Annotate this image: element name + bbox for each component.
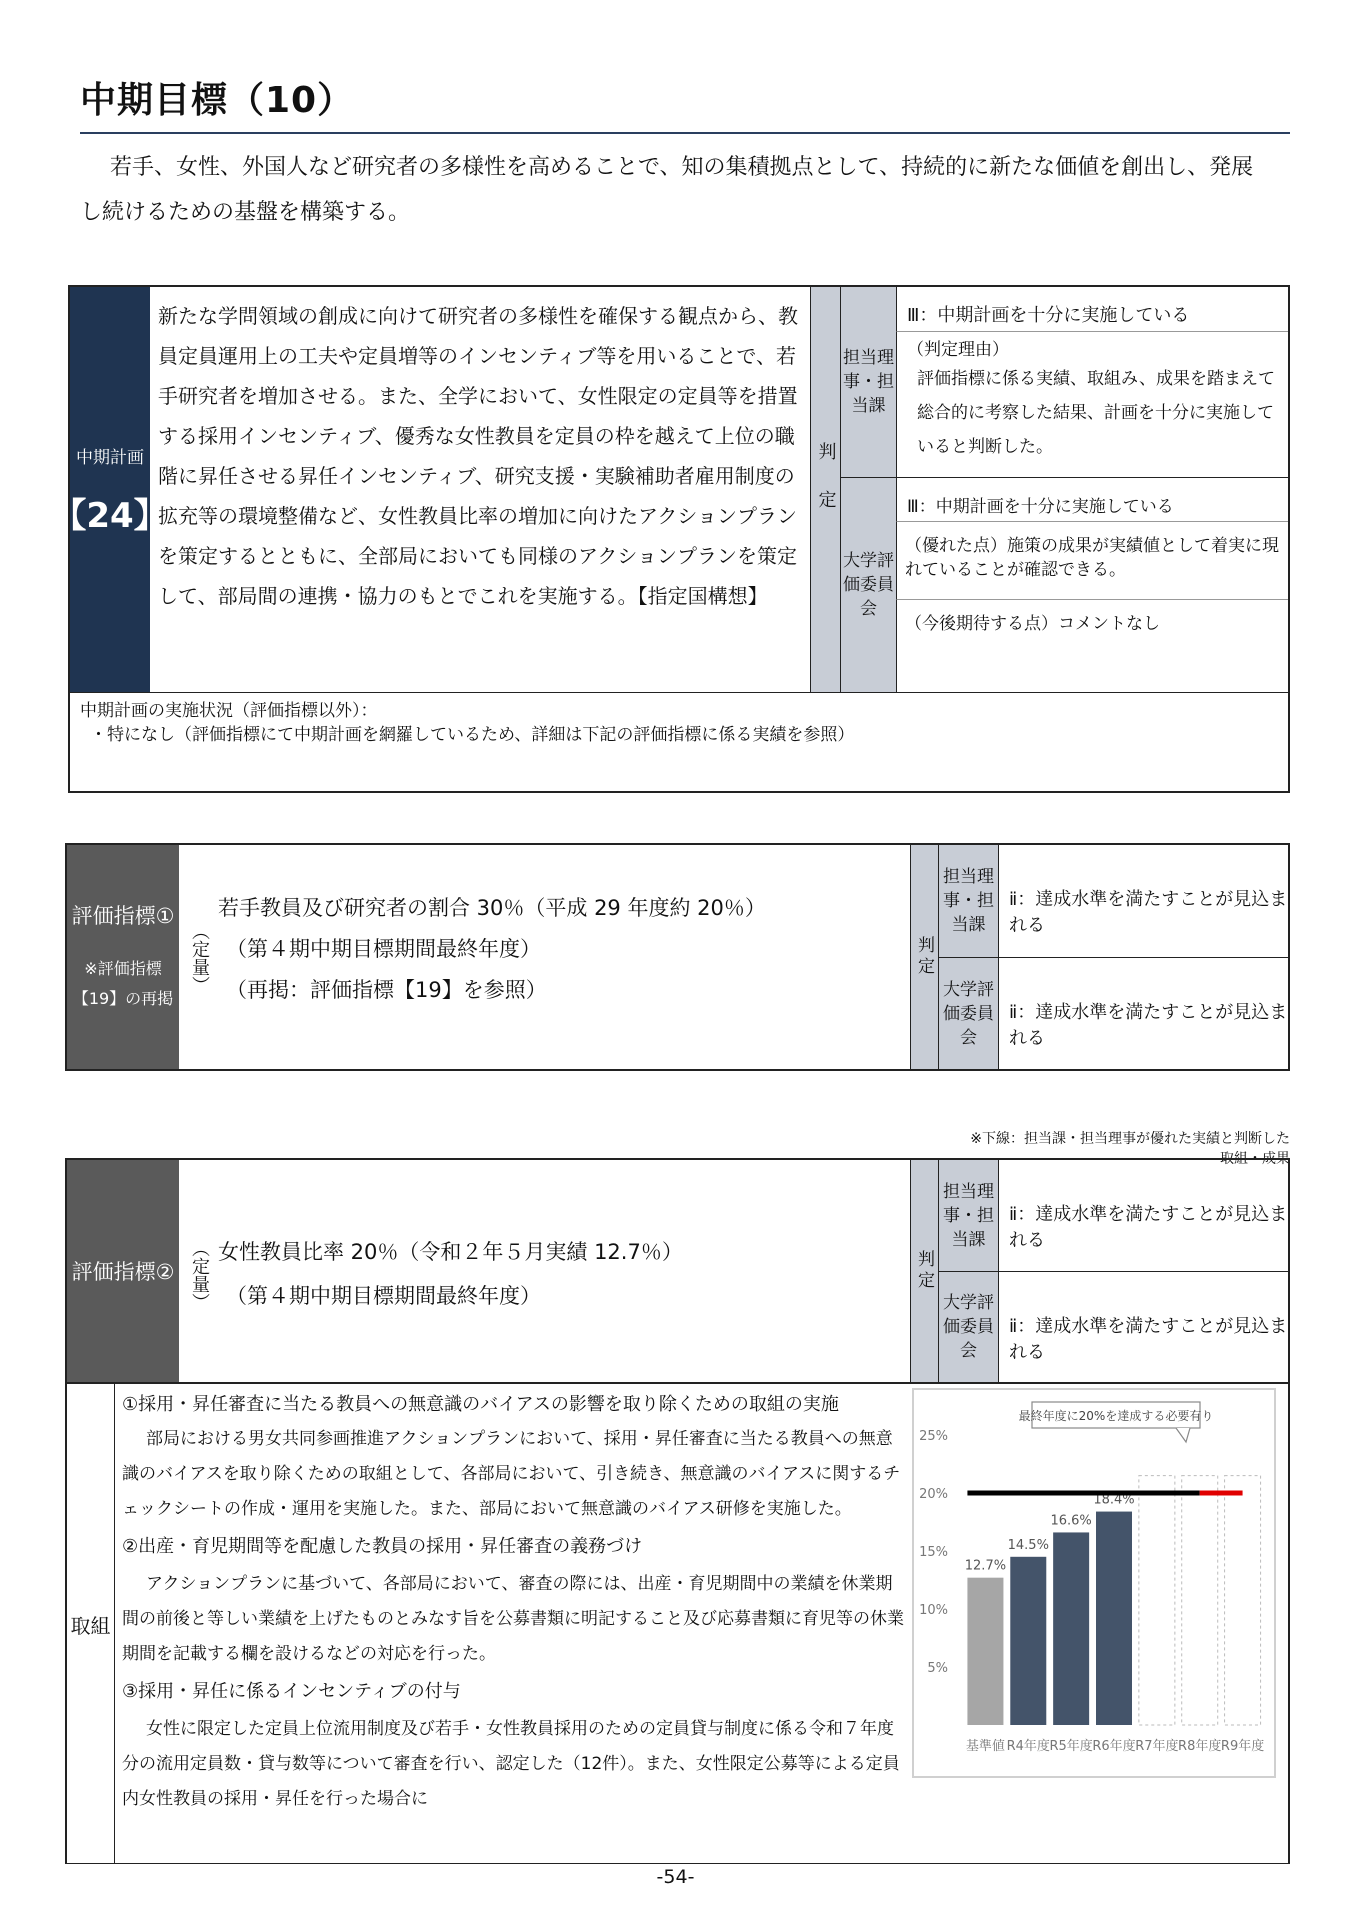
indicator2-label-cell [67, 1160, 179, 1382]
plan-label: 中期計画 [76, 447, 144, 468]
indicator2-type-cell [185, 1200, 213, 1350]
action3-text: 女性に限定した定員上位流用制度及び若手・女性教員採用のための定員貸与制度に係る令和７年度分の流用定員数・貸与数等について審査を行い、認定した（12件）。また、女性限定公募等による定員内女性教員の採用・昇任を行った場合に [122, 1719, 900, 1809]
indicator1-line3: （再掲：評価指標【19】を参照） [226, 978, 547, 1002]
data-label: 16.6% [1050, 1513, 1092, 1529]
indicator2-result1: ⅱ：達成水準を満たすことが見込まれる [998, 1160, 1288, 1271]
x-tick-label: R8年度 [1178, 1739, 1222, 1754]
action2-text: アクションプランに基づいて、各部局において、審査の際には、出産・育児期間中の業績を休業期間の前後と等しい業績を上げたものとみなす旨を公募書類に明記すること及び応募書類に育児等の休業期間を記載する欄を設けるなどの対応を行った。 [122, 1574, 904, 1664]
plan-status-text: ・特になし（評価指標にて中期計画を網羅しているため、詳細は下記の評価指標に係る実績を参照） [90, 725, 855, 745]
plan-text: 新たな学問領域の創成に向けて研究者の多様性を確保する観点から、教員定員運用上の工夫や定員増等のインセンティブ等を用いることで、若手研究者を増加させる。また、全学において、女性限定の定員等を措置する採用インセンティブ、優秀な女性教員を定員の枠を越えて上位の職階に昇任させる昇任インセンティブ、研究支援・実験補助者雇用制度の拡充等の環境整備など、女性教員比率の増加に向けたアクションプランを策定するとともに、全部局においても同様のアクションプランを策定して、部局間の連携・協力のもとでこれを実施する。【指定国構想】 [158, 304, 798, 608]
indicator2-type: （定量） [189, 1239, 210, 1311]
bar-2 [1053, 1532, 1089, 1725]
indicator1-note1: ※評価指標 [84, 959, 162, 978]
plan-role1: 担当理事・担当課 [843, 348, 894, 416]
x-tick-label: R6年度 [1092, 1739, 1136, 1754]
y-tick-label: 25% [919, 1429, 948, 1444]
y-tick-label: 5% [927, 1661, 948, 1676]
callout-text: 最終年度に20%を達成する必要有り [1018, 1409, 1214, 1423]
plan-role2: 大学評価委員会 [843, 551, 894, 619]
plan-role1-cell [840, 287, 896, 477]
indicator1-type-cell [185, 850, 213, 1065]
plan-future-point: （今後期待する点）コメントなし [896, 600, 1288, 692]
plan-status [70, 692, 1288, 791]
plan-role2-cell [840, 477, 896, 692]
callout-pointer [1176, 1428, 1190, 1442]
x-tick-label: R7年度 [1135, 1739, 1179, 1754]
data-label: 18.4% [1093, 1492, 1135, 1508]
plan-reason-label: （判定理由） [907, 340, 1009, 360]
x-tick-label: R5年度 [1049, 1739, 1093, 1754]
indicator2-role1: 担当理事・担当課 [938, 1160, 998, 1271]
chart-frame [912, 1388, 1276, 1778]
y-tick-label: 10% [919, 1603, 948, 1618]
data-label: 12.7% [964, 1558, 1007, 1574]
action1-text: 部局における男女共同参画推進アクションプランにおいて、採用・昇任審査に当たる教員への無意識のバイアスを取り除くための取組として、各部局において、引き続き、無意識のバイアスに関するチェックシートの作成・運用を実施した。また、部局において無意識のバイアス研修を実施した。 [122, 1429, 901, 1519]
future-bar-6 [1225, 1476, 1261, 1725]
plan-result1: Ⅲ：中期計画を十分に実施している [896, 287, 1288, 332]
x-tick-label: 基準値 [965, 1739, 1005, 1754]
indicator2-line2: （第４期中期目標期間最終年度） [226, 1284, 541, 1308]
indicator1-result2: ⅱ：達成水準を満たすことが見込まれる [998, 957, 1288, 1069]
plan-result2: Ⅲ：中期計画を十分に実施している [896, 477, 1288, 522]
data-label: 14.5% [1007, 1537, 1049, 1553]
indicator2-label: 評価指標② [71, 1260, 175, 1284]
plan-number: 【24】 [52, 495, 168, 536]
action3-heading: ③採用・昇任に係るインセンティブの付与 [122, 1681, 461, 1702]
plan-judge-label: 判定 [815, 441, 837, 538]
indicator1-judge-label: 判定 [914, 936, 934, 978]
action2-heading: ②出産・育児期間等を配慮した教員の採用・昇任審査の義務づけ [122, 1536, 643, 1557]
underline-footnote: ※下線：担当課・担当理事が優れた実績と判断した取組・成果 [970, 1131, 1290, 1167]
indicator1-judge-cell [910, 845, 938, 1069]
mid-term-goal-text: 若手、女性、外国人など研究者の多様性を高めることで、知の集積拠点として、持続的に新たな価値を創出し、発展し続けるための基盤を構築する。 [80, 155, 1254, 225]
plan-status-label: 中期計画の実施状況（評価指標以外）： [80, 701, 378, 721]
x-tick-label: R9年度 [1220, 1739, 1265, 1754]
indicator1-text [218, 888, 898, 1011]
page-number: -54- [656, 1866, 695, 1888]
indicator2-result2: ⅱ：達成水準を満たすことが見込まれる [998, 1271, 1288, 1382]
action1-heading: ①採用・昇任審査に当たる教員への無意識のバイアスの影響を取り除くための取組の実施 [122, 1394, 839, 1415]
plan-label-cell [52, 287, 168, 692]
future-bar-4 [1139, 1476, 1175, 1725]
indicator2-text [218, 1230, 898, 1318]
plan-reason: 評価指標に係る実績、取組み、成果を踏まえて総合的に考察した結果、計画を十分に実施していると判断した。 [917, 369, 1276, 457]
indicator2-line1: 女性教員比率 20％（令和２年５月実績 12.7％） [218, 1240, 683, 1264]
bar-3 [1096, 1512, 1132, 1725]
title-divider [80, 132, 1290, 134]
indicator1-role1: 担当理事・担当課 [938, 845, 998, 957]
bar-1 [1010, 1557, 1046, 1725]
indicator1-role2: 大学評価委員会 [938, 957, 998, 1069]
indicator2-judge-label: 判定 [914, 1250, 934, 1292]
indicator2-role2: 大学評価委員会 [938, 1271, 998, 1382]
female-faculty-ratio-chart [914, 1390, 1274, 1776]
plan-good-point: （優れた点）施策の成果が実績値として着実に現れていることが確認できる。 [896, 522, 1288, 600]
indicator2-judge-cell [910, 1160, 938, 1382]
indicator1-line2: （第４期中期目標期間最終年度） [226, 937, 541, 961]
y-tick-label: 15% [919, 1545, 948, 1560]
indicator1-label: 評価指標① [71, 904, 175, 928]
indicator1-label-cell [67, 845, 179, 1069]
actions-text [122, 1388, 907, 1817]
future-bar-5 [1182, 1476, 1218, 1725]
bar-0 [967, 1578, 1003, 1725]
y-tick-label: 20% [919, 1487, 948, 1502]
indicator1-result1: ⅱ：達成水準を満たすことが見込まれる [998, 845, 1288, 957]
plan-reason-box [896, 332, 1288, 477]
plan-judge-cell [810, 287, 840, 692]
actions-label: 取組 [70, 1613, 111, 1638]
indicator1-type: （定量） [189, 921, 210, 994]
indicator1-line1: 若手教員及び研究者の割合 30％（平成 29 年度約 20％） [218, 896, 766, 920]
page-title: 中期目標（10） [80, 80, 355, 121]
x-tick-label: R4年度 [1006, 1739, 1050, 1754]
actions-label-cell [67, 1384, 115, 1864]
indicator1-note2: 【19】の再掲 [72, 989, 174, 1008]
